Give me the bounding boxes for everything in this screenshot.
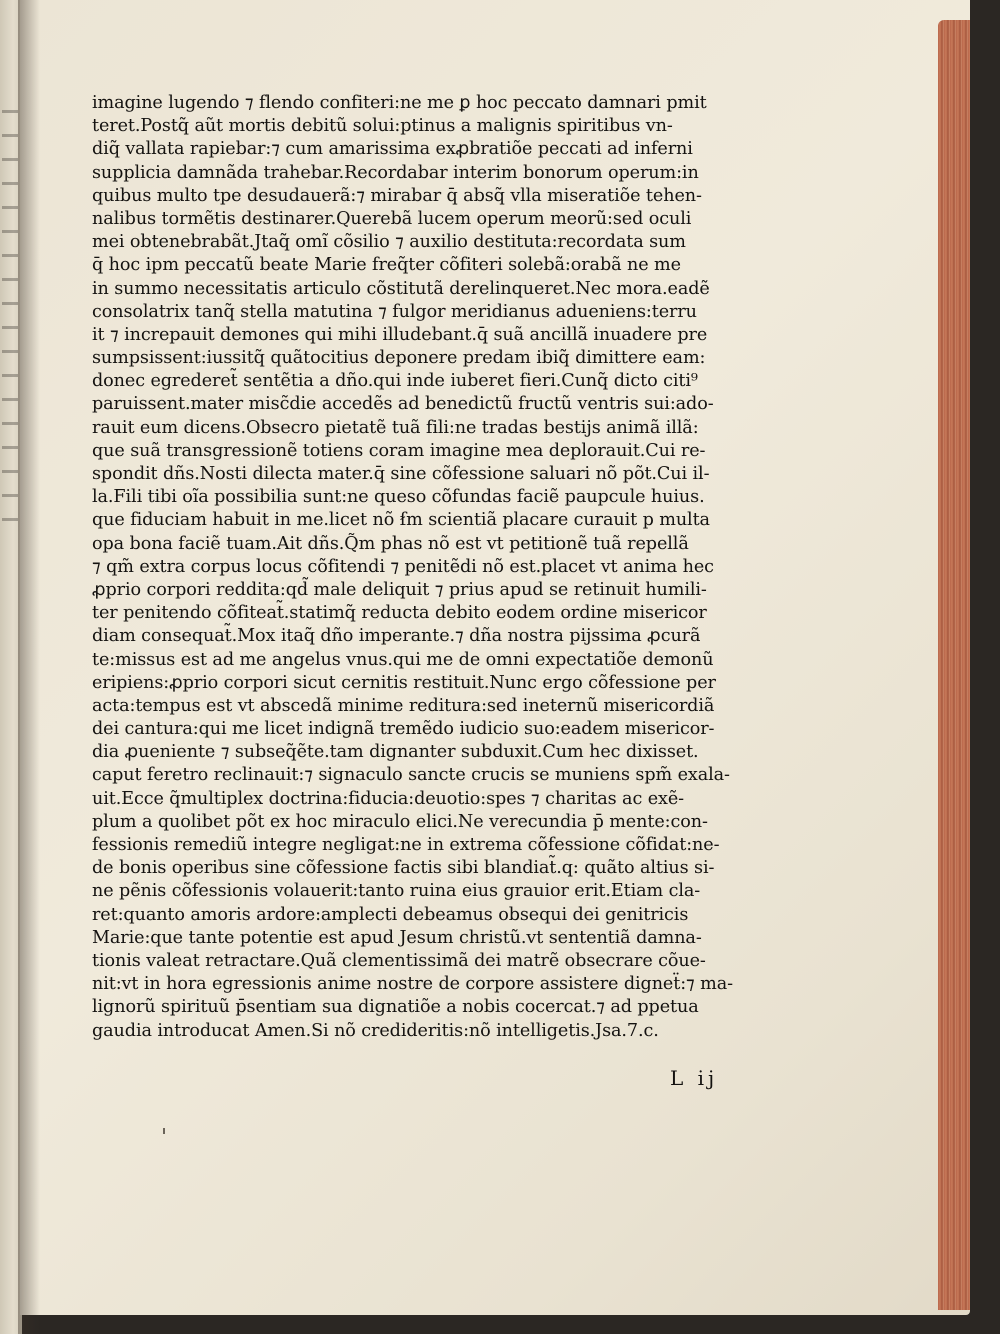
text-line: rauit eum dicens.Obsecro pietatẽ tuã fili:ne tradas bestijs animã illã: [92, 417, 699, 438]
text-line: te:missus est ad me angelus vnus.qui me de omni expectatiõe demonũ [92, 649, 714, 670]
text-line: mei obtenebrabãt.Jtaq̃ omĩ cõsilio ⁊ auxilio destituta:recordata sum [92, 232, 686, 253]
page-text-block [92, 92, 812, 1043]
text-line: diq̃ vallata rapiebar:⁊ cum amarissima exꝓbratiõe peccati ad inferni [92, 139, 693, 160]
text-line: lignorũ spirituũ p̄sentiam sua dignatiõe a nobis cocercat.⁊ ad ppetua [92, 997, 699, 1018]
text-line: in summo necessitatis articulo cõstitutã derelinqueret.Nec mora.eadẽ [92, 278, 710, 299]
text-line: sumpsissent:iussitq̃ quãtocitius deponere predam ibiq̃ dimittere eam: [92, 348, 706, 369]
text-line: caput feretro reclinauit:⁊ signaculo sancte crucis se muniens spm̃ exala- [92, 765, 730, 786]
text-line: la.Fili tibi oĩa possibilia sunt:ne queso cõfundas faciẽ paupcule huius. [92, 487, 705, 508]
text-line: spondit dñs.Nosti dilecta mater.q̄ sine cõfessione saluari nõ põt.Cui il- [92, 464, 710, 484]
book-page [20, 0, 970, 1315]
text-line: de bonis operibus sine cõfessione factis sibi blandiat̃.q: quãto altius si- [92, 858, 715, 879]
text-line: donec egrederet̃ sentẽtia a dño.qui inde iuberet fieri.Cunq̃ dicto citi⁹ [92, 371, 698, 392]
text-line: it ⁊ increpauit demones qui mihi illudebant.q̄ suã ancillã inuadere pre [92, 324, 708, 345]
text-line: teret.Postq̃ aũt mortis debitũ solui:ptinus a malignis spiritibus vn- [92, 116, 673, 137]
paper-speck [163, 1128, 165, 1134]
text-line: dia ꝓueniente ⁊ subseq̃ẽte.tam dignanter subduxit.Cum hec dixisset. [92, 742, 699, 763]
text-line: imagine lugendo ⁊ flendo confiteri:ne me ꝑ hoc peccato damnari pmit [92, 93, 707, 113]
text-line: nalibus tormẽtis destinarer.Querebã lucem operum meorũ:sed oculi [92, 208, 692, 229]
text-line: paruissent.mater misc̃die accedẽs ad benedictũ fructũ ventris sui:ado- [92, 394, 714, 415]
text-line: Marie:que tante potentie est apud Jesum christũ.vt sententiã damna- [92, 927, 702, 948]
text-line: fessionis remediũ integre negligat:ne in extrema cõfessione cõfidat:ne- [92, 835, 720, 855]
text-line: q̄ hoc ipm peccatũ beate Marie freq̃ter cõfiteri solebã:orabã ne me [92, 255, 681, 276]
text-line: eripiens:ꝓprio corpori sicut cernitis restituit.Nunc ergo cõfessione per [92, 672, 716, 693]
text-line: ꝓprio corpori reddita:qd̃ male deliquit ⁊ prius apud se retinuit humili- [92, 579, 707, 600]
text-line: quibus multo tpe desudauerã:⁊ mirabar q̄ absq̃ vlla miseratiõe tehen- [92, 185, 702, 206]
text-line: tionis valeat retractare.Quã clementissimã dei matrẽ obsecrare cõue- [92, 950, 706, 971]
text-line: ne pẽnis cõfessionis volauerit:tanto ruina eius grauior erit.Etiam cla- [92, 881, 701, 902]
page-fore-edge [938, 20, 970, 1310]
text-line: supplicia damnãda trahebar.Recordabar interim bonorum operum:in [92, 162, 699, 183]
text-line: nit:vt in hora egressionis anime nostre de corpore assistere digneẗ:⁊ ma- [92, 974, 733, 995]
text-line: ⁊ qm̃ extra corpus locus cõfitendi ⁊ penitẽdi nõ est.placet vt anima hec [92, 556, 714, 577]
text-line: diam consequat̃.Mox itaq̃ dño imperante.⁊ dña nostra pijssima ꝓcurã [92, 626, 701, 647]
text-line: que suã transgressionẽ totiens coram imagine mea deplorauit.Cui re- [92, 440, 706, 461]
text-line: ter penitendo cõfiteat̃.statimq̃ reducta debito eodem ordine misericor [92, 603, 707, 624]
facing-page-text-fragments [2, 110, 18, 530]
text-line: plum a quolibet põt ex hoc miraculo elici.Ne verecundia p̄ mente:con- [92, 811, 708, 832]
signature-mark: L ij [670, 1066, 719, 1090]
text-line: dei cantura:qui me licet indignã tremẽdo iudicio suo:eadem misericor- [92, 719, 715, 740]
gutter-shadow [18, 0, 40, 1334]
text-line: uit.Ecce q̃multiplex doctrina:fiducia:deuotio:spes ⁊ charitas ac exẽ- [92, 788, 684, 809]
text-line: opa bona faciẽ tuam.Ait dñs.Q̃m phas nõ est vt petitionẽ tuã repellã [92, 533, 689, 554]
text-line: ret:quanto amoris ardore:amplecti debeamus obsequi dei genitricis [92, 904, 689, 925]
text-line: acta:tempus est vt abscedã minime reditura:sed ineternũ misericordiã [92, 695, 715, 716]
text-line: gaudia introducat Amen.Si nõ credideritis:nõ intelligetis.Jsa.7.c. [92, 1020, 659, 1041]
text-line: que fiduciam habuit in me.licet nõ ẜm scientiã placare curauit p multa [92, 510, 710, 531]
text-line: consolatrix tanq̃ stella matutina ⁊ fulgor meridianus adueniens:terru [92, 301, 697, 322]
